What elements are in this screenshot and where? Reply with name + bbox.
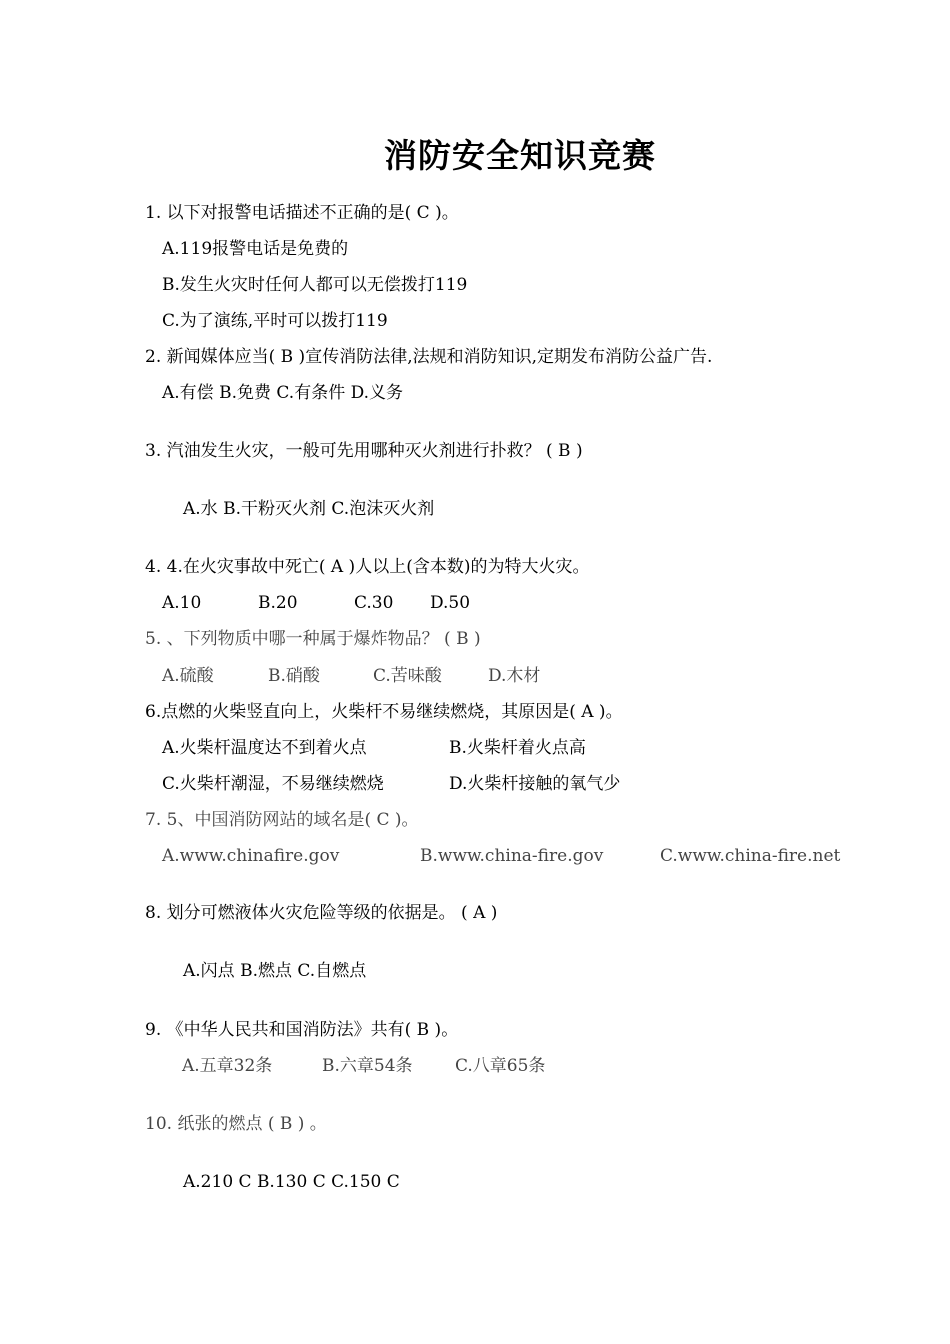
question-1-option-b: B.发生火灾时任何人都可以无偿拨打119 (162, 275, 468, 295)
question-6-option-d: D.火柴杆接触的氧气少 (449, 774, 621, 794)
question-9-option-b: B.六章54条 (322, 1056, 413, 1076)
question-9-option-a: A.五章32条 (182, 1056, 273, 1076)
question-6-option-b: B.火柴杆着火点高 (449, 738, 586, 758)
question-2-options: A.有偿 B.免费 C.有条件 D.义务 (162, 383, 404, 403)
question-5-option-b: B.硝酸 (268, 666, 320, 686)
question-7-option-c: C.www.china-fire.net (660, 846, 841, 866)
question-9: 9. 《中华人民共和国消防法》共有( B )。 (145, 1020, 459, 1040)
question-4-option-b: B.20 (258, 593, 298, 613)
page-title: 消防安全知识竞赛 (384, 136, 656, 175)
question-1-option-a: A.119报警电话是免费的 (162, 239, 349, 259)
question-2: 2. 新闻媒体应当( B )宣传消防法律,法规和消防知识,定期发布消防公益广告. (145, 347, 713, 367)
question-1-option-c: C.为了演练,平时可以拨打119 (162, 311, 388, 331)
question-10-options: A.210 C B.130 C C.150 C (183, 1172, 400, 1192)
question-7-option-a: A.www.chinafire.gov (162, 846, 340, 866)
question-3-options: A.水 B.干粉灭火剂 C.泡沫灭火剂 (183, 499, 435, 519)
question-7: 7. 5、中国消防网站的域名是( C )。 (145, 810, 419, 830)
question-3: 3. 汽油发生火灾，一般可先用哪种灭火剂进行扑救？ ( B ) (145, 441, 583, 461)
question-7-option-b: B.www.china-fire.gov (420, 846, 604, 866)
question-6-option-a: A.火柴杆温度达不到着火点 (162, 738, 367, 758)
question-5: 5. 、下列物质中哪一种属于爆炸物品？ ( B ) (145, 629, 481, 649)
question-5-option-c: C.苦味酸 (373, 666, 442, 686)
question-4-option-d: D.50 (430, 593, 471, 613)
question-5-option-a: A.硫酸 (162, 666, 214, 686)
question-6: 6.点燃的火柴竖直向上，火柴杆不易继续燃烧，其原因是( A )。 (145, 702, 623, 722)
question-4-option-c: C.30 (354, 593, 394, 613)
question-1: 1. 以下对报警电话描述不正确的是( C )。 (145, 203, 459, 223)
question-4: 4. 4.在火灾事故中死亡( A )人以上(含本数)的为特大火灾。 (145, 557, 590, 577)
question-4-option-a: A.10 (162, 593, 202, 613)
question-6-option-c: C.火柴杆潮湿，不易继续燃烧 (162, 774, 384, 794)
question-8-options: A.闪点 B.燃点 C.自燃点 (183, 961, 367, 981)
question-8: 8. 划分可燃液体火灾危险等级的依据是。 ( A ) (145, 903, 498, 923)
question-5-option-d: D.木材 (488, 666, 541, 686)
question-10: 10. 纸张的燃点 ( B ) 。 (145, 1114, 327, 1134)
question-9-option-c: C.八章65条 (455, 1056, 546, 1076)
